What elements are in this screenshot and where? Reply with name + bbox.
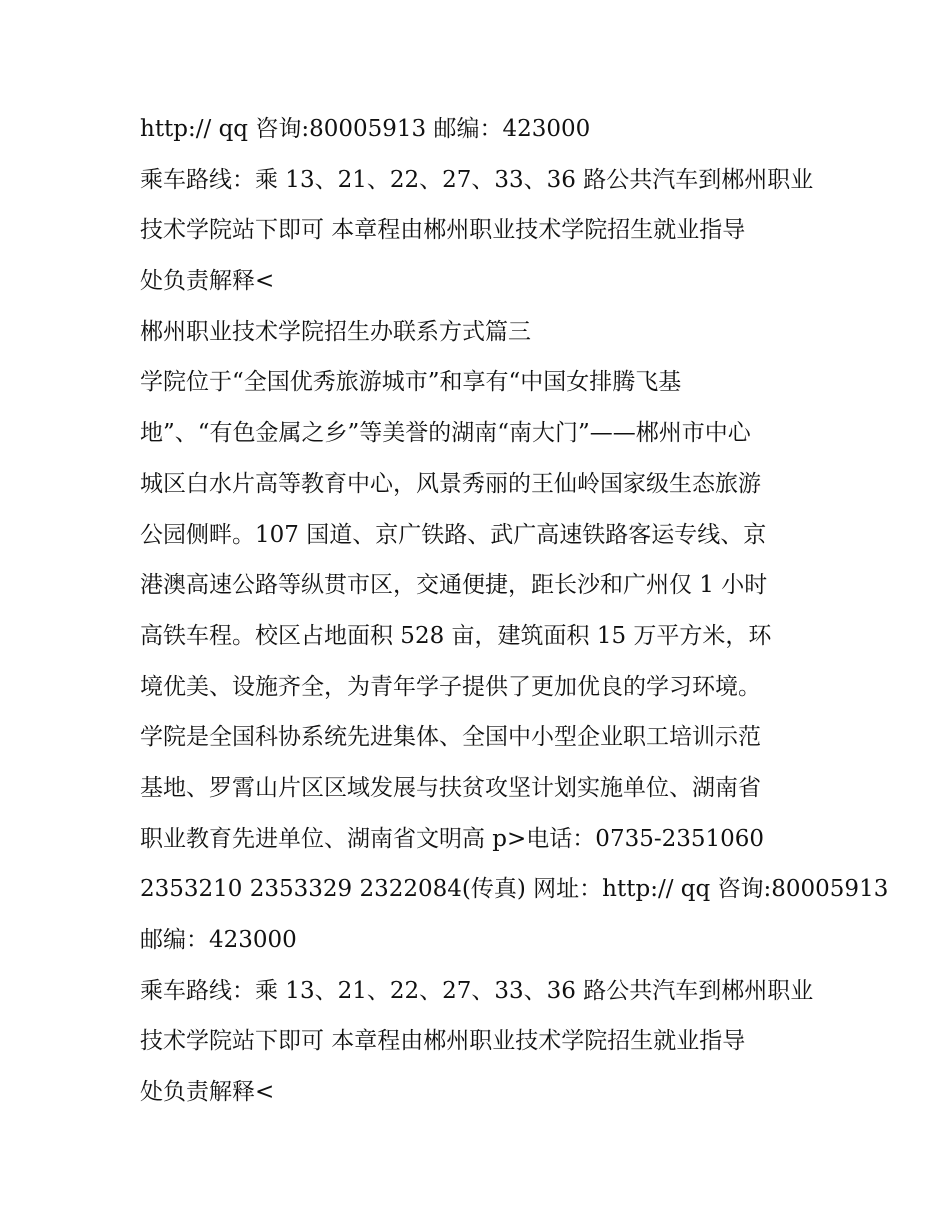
text-line: 地”、“有色金属之乡”等美誉的湖南“南大门”——郴州市中心 xyxy=(140,420,751,447)
text-line: 乘车路线：乘 13、21、22、27、33、36 路公共汽车到郴州职业 xyxy=(140,977,814,1004)
text-line: 高铁车程。校区占地面积 528 亩，建筑面积 15 万平方米，环 xyxy=(140,622,772,649)
text-line: 学院是全国科协系统先进集体、全国中小型企业职工培训示范 xyxy=(140,724,761,751)
text-line: 2353210 2353329 2322084(传真) 网址：http:// qq 咨询:80005913 xyxy=(140,876,889,903)
text-line: 乘车路线：乘 13、21、22、27、33、36 路公共汽车到郴州职业 xyxy=(140,166,814,193)
text-line: http:// qq 咨询:80005913 邮编：423000 xyxy=(140,116,591,142)
document-body xyxy=(140,109,889,1123)
text-line: 技术学院站下即可 本章程由郴州职业技术学院招生就业指导 xyxy=(140,217,746,244)
text-line: 职业教育先进单位、湖南省文明高 p>电话：0735-2351060 xyxy=(140,825,765,852)
text-line: 公园侧畔。107 国道、京广铁路、武广高速铁路客运专线、京 xyxy=(140,521,767,548)
text-line: 基地、罗霄山片区区域发展与扶贫攻坚计划实施单位、湖南省 xyxy=(140,774,761,801)
text-line: 境优美、设施齐全，为青年学子提供了更加优良的学习环境。 xyxy=(140,673,761,700)
text-line: 技术学院站下即可 本章程由郴州职业技术学院招生就业指导 xyxy=(140,1028,746,1055)
text-line: 港澳高速公路等纵贯市区，交通便捷，距长沙和广州仅 1 小时 xyxy=(140,572,768,599)
text-line: 邮编：423000 xyxy=(140,927,297,953)
text-line: 处负责解释< xyxy=(140,1079,275,1106)
section-heading: 郴州职业技术学院招生办联系方式篇三 xyxy=(140,318,531,345)
text-line: 处负责解释< xyxy=(140,268,275,295)
text-line: 城区白水片高等教育中心，风景秀丽的王仙岭国家级生态旅游 xyxy=(140,470,761,497)
text-line: 学院位于“全国优秀旅游城市”和享有“中国女排腾飞基 xyxy=(140,369,682,396)
